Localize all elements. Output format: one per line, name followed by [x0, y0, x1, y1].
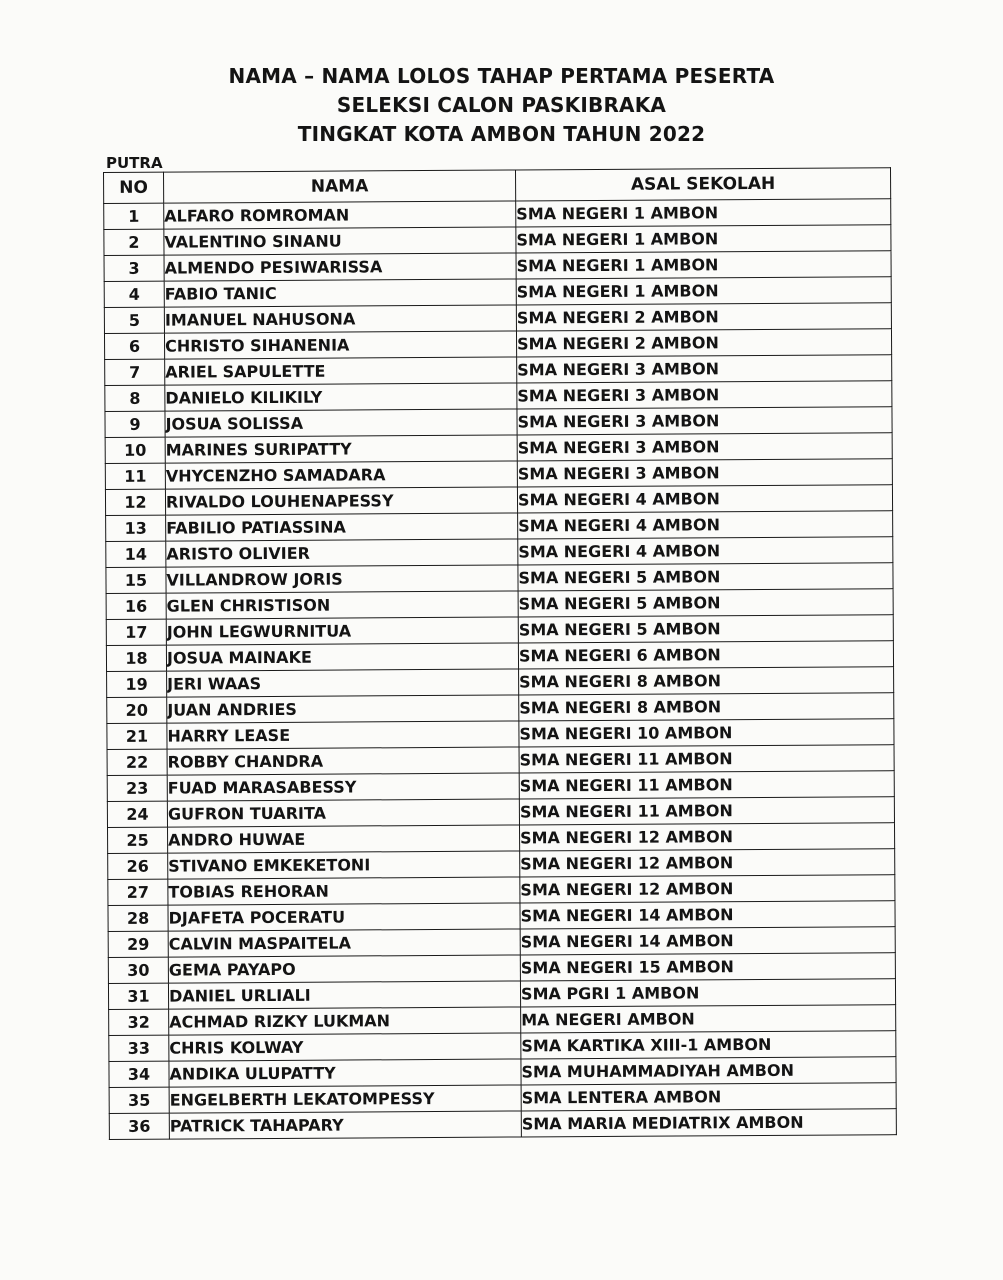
participant-name-cell: IMANUEL NAHUSONA — [164, 305, 516, 333]
school-name-cell: SMA NEGERI 4 AMBON — [518, 537, 893, 565]
row-number-cell: 19 — [107, 671, 167, 697]
participant-name-cell: ENGELBERTH LEKATOMPESSY — [169, 1085, 521, 1113]
row-number-cell: 6 — [104, 333, 164, 359]
row-number-cell: 15 — [106, 567, 166, 593]
row-number-cell: 4 — [104, 281, 164, 307]
school-name-cell: SMA NEGERI 12 AMBON — [519, 823, 894, 851]
title-line-2: SELEKSI CALON PASKIBRAKA — [336, 93, 667, 117]
participant-name-cell: JERI WAAS — [167, 669, 519, 697]
table-row — [109, 1109, 896, 1140]
row-number-cell: 33 — [109, 1035, 169, 1061]
participant-name-cell: VILLANDROW JORIS — [166, 565, 518, 593]
school-name-cell: SMA KARTIKA XIII-1 AMBON — [521, 1031, 896, 1059]
school-name-cell: SMA NEGERI 1 AMBON — [516, 225, 891, 253]
row-number-cell: 14 — [106, 541, 166, 567]
participants-table — [103, 167, 897, 1140]
participant-name-cell: VHYCENZHO SAMADARA — [165, 461, 517, 489]
school-name-cell: SMA LENTERA AMBON — [521, 1083, 896, 1111]
participant-name-cell: FUAD MARASABESSY — [167, 773, 519, 801]
school-name-cell: SMA NEGERI 2 AMBON — [516, 303, 891, 331]
table-header-row — [104, 168, 891, 204]
row-number-cell: 34 — [109, 1061, 169, 1087]
participant-name-cell: VALENTINO SINANU — [164, 227, 516, 255]
participant-name-cell: DJAFETA POCERATU — [168, 903, 520, 931]
participant-name-cell: ANDIKA ULUPATTY — [169, 1059, 521, 1087]
participant-name-cell: ARIEL SAPULETTE — [165, 357, 517, 385]
row-number-cell: 2 — [104, 229, 164, 255]
participant-name-cell: DANIELO KILIKILY — [165, 383, 517, 411]
participant-name-cell: ALMENDO PESIWARISSA — [164, 253, 516, 281]
school-name-cell: SMA NEGERI 3 AMBON — [517, 459, 892, 487]
participant-name-cell: TOBIAS REHORAN — [168, 877, 520, 905]
row-number-cell: 27 — [108, 879, 168, 905]
section-label-putra: PUTRA — [106, 154, 163, 172]
participant-name-cell: MARINES SURIPATTY — [165, 435, 517, 463]
row-number-cell: 32 — [109, 1009, 169, 1035]
row-number-cell: 9 — [105, 411, 165, 437]
school-name-cell: SMA NEGERI 11 AMBON — [519, 745, 894, 773]
row-number-cell: 35 — [109, 1087, 169, 1113]
row-number-cell: 28 — [108, 905, 168, 931]
school-name-cell: SMA NEGERI 1 AMBON — [516, 251, 891, 279]
title-line-1: NAMA – NAMA LOLOS TAHAP PERTAMA PESERTA — [228, 64, 775, 88]
participant-name-cell: JUAN ANDRIES — [167, 695, 519, 723]
school-name-cell: SMA NEGERI 1 AMBON — [516, 199, 891, 227]
participant-name-cell: JOSUA SOLISSA — [165, 409, 517, 437]
document-title — [0, 62, 1003, 149]
row-number-cell: 36 — [109, 1113, 169, 1139]
participant-name-cell: GUFRON TUARITA — [167, 799, 519, 827]
school-name-cell: SMA NEGERI 1 AMBON — [516, 277, 891, 305]
row-number-cell: 23 — [107, 775, 167, 801]
school-name-cell: SMA NEGERI 8 AMBON — [519, 667, 894, 695]
participant-name-cell: FABILIO PATIASSINA — [166, 513, 518, 541]
participant-name-cell: RIVALDO LOUHENAPESSY — [165, 487, 517, 515]
participant-name-cell: CHRISTO SIHANENIA — [164, 331, 516, 359]
participant-name-cell: FABIO TANIC — [164, 279, 516, 307]
school-name-cell: SMA NEGERI 14 AMBON — [520, 901, 895, 929]
participant-name-cell: HARRY LEASE — [167, 721, 519, 749]
school-name-cell: SMA NEGERI 4 AMBON — [517, 485, 892, 513]
school-name-cell: SMA PGRI 1 AMBON — [520, 979, 895, 1007]
participant-name-cell: JOHN LEGWURNITUA — [166, 617, 518, 645]
row-number-cell: 24 — [107, 801, 167, 827]
school-name-cell: SMA NEGERI 12 AMBON — [520, 875, 895, 903]
school-name-cell: SMA NEGERI 6 AMBON — [518, 641, 893, 669]
school-name-cell: SMA NEGERI 12 AMBON — [520, 849, 895, 877]
participant-name-cell: DANIEL URLIALI — [168, 981, 520, 1009]
school-name-cell: SMA NEGERI 11 AMBON — [519, 797, 894, 825]
participant-name-cell: ANDRO HUWAE — [168, 825, 520, 853]
school-name-cell: SMA NEGERI 11 AMBON — [519, 771, 894, 799]
row-number-cell: 12 — [105, 489, 165, 515]
title-line-3: TINGKAT KOTA AMBON TAHUN 2022 — [297, 122, 706, 146]
school-name-cell: MA NEGERI AMBON — [521, 1005, 896, 1033]
row-number-cell: 5 — [104, 307, 164, 333]
participant-name-cell: PATRICK TAHAPARY — [169, 1111, 521, 1139]
row-number-cell: 29 — [108, 931, 168, 957]
row-number-cell: 30 — [108, 957, 168, 983]
table-body — [104, 199, 897, 1140]
row-number-cell: 10 — [105, 437, 165, 463]
header-no: NO — [104, 172, 164, 203]
row-number-cell: 8 — [105, 385, 165, 411]
school-name-cell: SMA NEGERI 4 AMBON — [518, 511, 893, 539]
school-name-cell: SMA NEGERI 5 AMBON — [518, 615, 893, 643]
participant-name-cell: CALVIN MASPAITELA — [168, 929, 520, 957]
row-number-cell: 31 — [108, 983, 168, 1009]
row-number-cell: 7 — [105, 359, 165, 385]
school-name-cell: SMA NEGERI 3 AMBON — [517, 381, 892, 409]
participant-name-cell: ROBBY CHANDRA — [167, 747, 519, 775]
school-name-cell: SMA NEGERI 15 AMBON — [520, 953, 895, 981]
row-number-cell: 3 — [104, 255, 164, 281]
row-number-cell: 17 — [106, 619, 166, 645]
row-number-cell: 18 — [106, 645, 166, 671]
participant-name-cell: STIVANO EMKEKETONI — [168, 851, 520, 879]
row-number-cell: 26 — [108, 853, 168, 879]
participant-name-cell: CHRIS KOLWAY — [169, 1033, 521, 1061]
school-name-cell: SMA NEGERI 8 AMBON — [519, 693, 894, 721]
header-asal-sekolah: ASAL SEKOLAH — [515, 168, 890, 201]
participant-name-cell: GLEN CHRISTISON — [166, 591, 518, 619]
participant-name-cell: ACHMAD RIZKY LUKMAN — [169, 1007, 521, 1035]
row-number-cell: 25 — [108, 827, 168, 853]
row-number-cell: 1 — [104, 203, 164, 229]
row-number-cell: 22 — [107, 749, 167, 775]
participant-name-cell: GEMA PAYAPO — [168, 955, 520, 983]
school-name-cell: SMA NEGERI 5 AMBON — [518, 563, 893, 591]
participant-name-cell: ARISTO OLIVIER — [166, 539, 518, 567]
school-name-cell: SMA NEGERI 3 AMBON — [517, 355, 892, 383]
school-name-cell: SMA NEGERI 2 AMBON — [516, 329, 891, 357]
row-number-cell: 20 — [107, 697, 167, 723]
participant-name-cell: JOSUA MAINAKE — [166, 643, 518, 671]
school-name-cell: SMA NEGERI 10 AMBON — [519, 719, 894, 747]
header-nama: NAMA — [164, 170, 516, 203]
row-number-cell: 11 — [105, 463, 165, 489]
row-number-cell: 13 — [106, 515, 166, 541]
school-name-cell: SMA NEGERI 3 AMBON — [517, 433, 892, 461]
school-name-cell: SMA NEGERI 5 AMBON — [518, 589, 893, 617]
school-name-cell: SMA NEGERI 3 AMBON — [517, 407, 892, 435]
row-number-cell: 21 — [107, 723, 167, 749]
school-name-cell: SMA MARIA MEDIATRIX AMBON — [521, 1109, 896, 1137]
participant-name-cell: ALFARO ROMROMAN — [164, 201, 516, 229]
row-number-cell: 16 — [106, 593, 166, 619]
school-name-cell: SMA MUHAMMADIYAH AMBON — [521, 1057, 896, 1085]
school-name-cell: SMA NEGERI 14 AMBON — [520, 927, 895, 955]
